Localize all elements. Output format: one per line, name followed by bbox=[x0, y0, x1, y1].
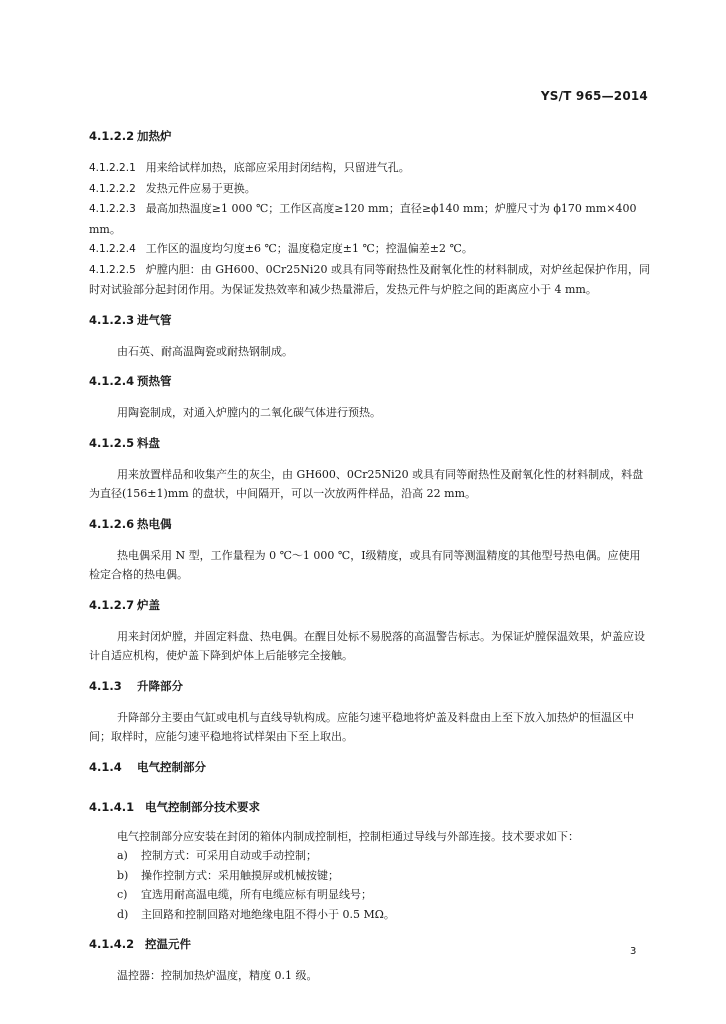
standard-number: YS/T 965—2014 bbox=[540, 89, 648, 103]
heading-4-1-2-6: 4.1.2.6 热电偶 bbox=[89, 516, 172, 531]
heading-4-1-4-1: 4.1.4.1 电气控制部分技术要求 bbox=[89, 799, 260, 814]
page-number: 3 bbox=[630, 946, 637, 957]
heading-4-1-2-5: 4.1.2.5 料盘 bbox=[89, 435, 160, 450]
heading-4-1-2-4: 4.1.2.4 预热管 bbox=[89, 374, 172, 388]
list-item-b: b) 操作控制方式：采用触摸屏或机械按键； bbox=[117, 868, 339, 882]
body-4-1-2-4: 用陶瓷制成，对通入炉膛内的二氧化碳气体进行预热。 bbox=[117, 406, 381, 419]
clause-4-1-2-2-5: 4.1.2.2.5 炉膛内胆：由 GH600、0Cr25Ni20 或具有同等耐热性及耐氧化性的材料制成，对炉丝起保护作用，同时对试验部分起封闭作用。为保证发热效率和减少热量滞后，发热元件与炉腔之间的距离应小于 4 mm。 bbox=[89, 262, 650, 296]
list-item-a: a) 控制方式：可采用自动或手动控制； bbox=[117, 849, 317, 862]
clause-4-1-2-2-3: 4.1.2.2.3 最高加热温度≥1 000 ℃；工作区高度≥120 mm；直径≥ϕ140 mm；炉膛尺寸为 ϕ170 mm×400 mm。 bbox=[89, 202, 637, 236]
clause-4-1-2-2-1: 4.1.2.2.1 用来给试样加热，底部应采用封闭结构，只留进气孔。 bbox=[89, 161, 410, 174]
list-item-c: c) 宜选用耐高温电缆，所有电缆应标有明显线号； bbox=[117, 888, 372, 901]
body-4-1-3: 升降部分主要由气缸或电机与直线导轨构成。应能匀速平稳地将炉盖及料盘由上至下放入加热炉的恒温区中间；取样时，应能匀速平稳地将试样架由下至上取出。 bbox=[89, 710, 634, 743]
heading-4-1-4-2: 4.1.4.2 控温元件 bbox=[89, 937, 191, 951]
body-4-1-2-7: 用来封闭炉膛，并固定料盘、热电偶。在醒目处标不易脱落的高温警告标志。为保证炉膛保温效果，炉盖应设计自适应机构，使炉盖下降到炉体上后能够完全接触。 bbox=[89, 629, 645, 662]
heading-4-1-2-3: 4.1.2.3 进气管 bbox=[89, 312, 172, 327]
body-4-1-2-6: 热电偶采用 N 型，工作量程为 0 ℃～1 000 ℃，Ⅰ级精度，或具有同等测温精度的其他型号热电偶。应使用检定合格的热电偶。 bbox=[89, 548, 641, 581]
heading-4-1-4: 4.1.4 电气控制部分 bbox=[89, 759, 206, 774]
body-4-1-2-3: 由石英、耐高温陶瓷或耐热钢制成。 bbox=[117, 344, 293, 358]
page-content bbox=[89, 128, 651, 986]
heading-4-1-2-7: 4.1.2.7 炉盖 bbox=[89, 597, 160, 612]
clause-4-1-2-2-4: 4.1.2.2.4 工作区的温度均匀度±6 ℃；温度稳定度±1 ℃；控温偏差±2 ℃。 bbox=[89, 242, 473, 255]
heading-4-1-3: 4.1.3 升降部分 bbox=[89, 678, 183, 693]
body-4-1-2-5: 用来放置样品和收集产生的灰尘，由 GH600、0Cr25Ni20 或具有同等耐热性及耐氧化性的材料制成，料盘为直径(156±1)mm 的盘状，中间隔开，可以一次放两件样品，沿高 22 mm。 bbox=[89, 467, 644, 500]
heading-4-1-2-2: 4.1.2.2 加热炉 bbox=[89, 129, 172, 143]
clause-4-1-2-2-2: 4.1.2.2.2 发热元件应易于更换。 bbox=[89, 181, 256, 195]
body-4-1-4-2: 温控器：控制加热炉温度，精度 0.1 级。 bbox=[117, 969, 318, 982]
body-4-1-4-1: 电气控制部分应安装在封闭的箱体内制成控制柜，控制柜通过导线与外部连接。技术要求如下： bbox=[117, 829, 579, 843]
list-item-d: d) 主回路和控制回路对地绝缘电阻不得小于 0.5 MΩ。 bbox=[117, 907, 395, 921]
